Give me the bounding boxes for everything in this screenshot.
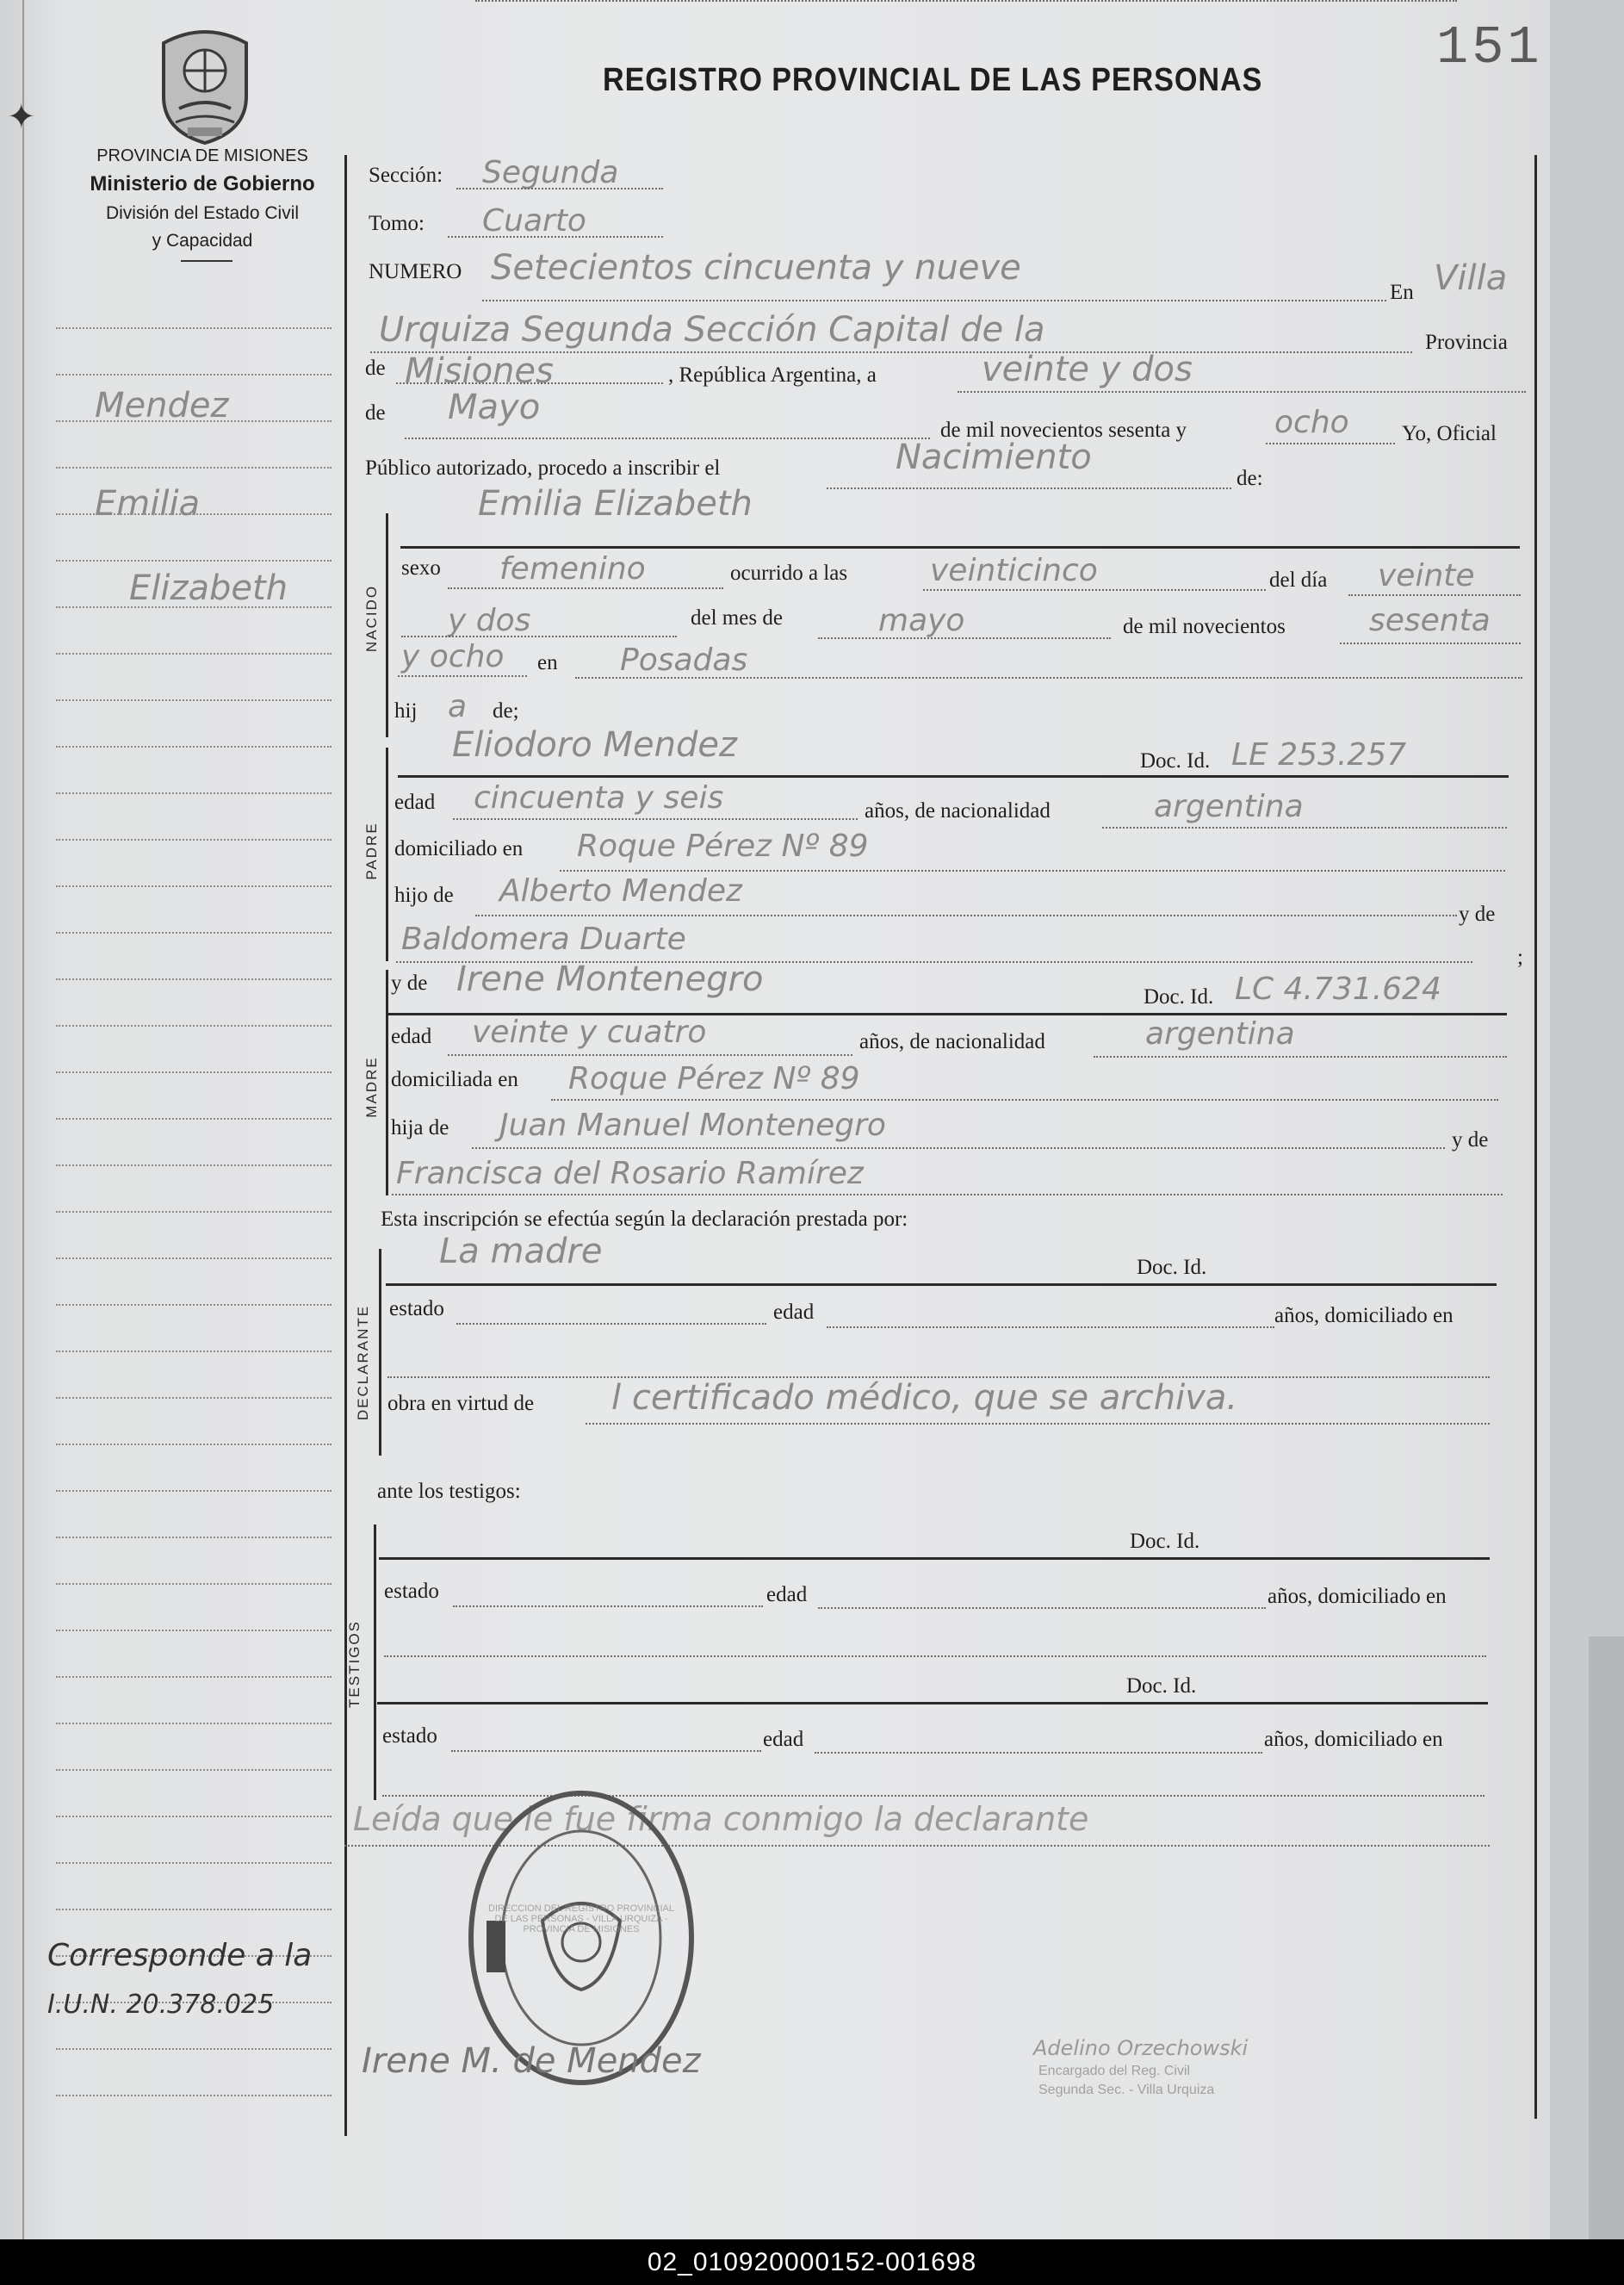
margin-ruled-line — [56, 1071, 332, 1073]
testigos-estado-label: estado — [384, 1580, 439, 1603]
nacido-anio2-value: y ocho — [401, 639, 505, 674]
sexo-value: femenino — [499, 551, 646, 587]
margin-note-name2: Elizabeth — [129, 568, 288, 608]
ministry-line2: Ministerio de Gobierno — [90, 172, 315, 196]
madre-edad-line — [448, 1054, 852, 1056]
ministry-line4: y Capacidad — [152, 231, 253, 251]
margin-ruled-line — [56, 1351, 332, 1352]
margin-ruled-line — [56, 792, 332, 794]
margin-ruled-line — [56, 653, 332, 655]
padre-yde-label: y de — [1459, 903, 1496, 926]
de-label: de — [365, 357, 386, 380]
signature: Irene M. de Mendez — [362, 2041, 701, 2081]
republica-label: , República Argentina, a — [668, 363, 877, 387]
margin-ruled-line — [56, 1630, 332, 1631]
margin-ruled-line — [56, 1816, 332, 1817]
margin-note-dni: I.U.N. 20.378.025 — [47, 1990, 275, 2020]
declarante-tag: DECLARANTE — [355, 1304, 371, 1421]
testigos-anos-label: años, domiciliado en — [1268, 1585, 1447, 1608]
page-title: REGISTRO PROVINCIAL DE LAS PERSONAS — [603, 62, 1263, 98]
nacido-name: Emilia Elizabeth — [478, 484, 753, 524]
seccion-value: Segunda — [482, 155, 619, 190]
sexo-line — [448, 587, 723, 589]
testigos-rule1 — [379, 1557, 1490, 1560]
margin-note-corresponde: Corresponde a la — [47, 1938, 313, 1973]
nacido-dia-line — [1348, 594, 1521, 596]
madre-hija-line — [472, 1147, 1445, 1149]
seccion-line — [456, 188, 663, 189]
padre-docid-value: LE 253.257 — [1231, 737, 1407, 773]
nacido-lugar-value: Posadas — [620, 643, 748, 678]
place-value: Urquiza Segunda Sección Capital de la — [379, 310, 1045, 350]
milnov-label: de mil novecientos — [1123, 615, 1286, 638]
testigos-edad2-label: edad — [763, 1728, 804, 1751]
margin-ruled-line — [56, 1676, 332, 1678]
testigos-tag: TESTIGOS — [346, 1620, 363, 1708]
nacido-anio-value: sesenta — [1369, 603, 1491, 638]
declarante-edad-line — [827, 1326, 1274, 1328]
madre-hija-value: Juan Manuel Montenegro — [499, 1108, 886, 1143]
testigos-dom-line — [384, 1655, 1486, 1657]
declarante-obra-line — [586, 1423, 1490, 1425]
yo-label: Yo, Oficial — [1402, 422, 1497, 445]
padre-dom-line — [560, 870, 1505, 872]
official-line3: Segunda Sec. - Villa Urquiza — [1038, 2083, 1215, 2097]
nacido-tag: NACIDO — [363, 584, 380, 653]
testigos-anos2-label: años, domiciliado en — [1264, 1728, 1443, 1751]
padre-docid-label: Doc. Id. — [1140, 749, 1211, 773]
madre-dom-label: domiciliada en — [391, 1068, 518, 1091]
declarante-docid-label: Doc. Id. — [1137, 1256, 1207, 1279]
nacido-dia2-line — [401, 636, 677, 637]
madre-nac-value: argentina — [1145, 1016, 1295, 1052]
numero-value: Setecientos cincuenta y nueve — [491, 248, 1021, 288]
tomo-line — [448, 236, 663, 238]
tomo-value: Cuarto — [482, 203, 586, 239]
acto-value: Nacimiento — [896, 438, 1092, 477]
margin-ruled-line — [56, 327, 332, 329]
declarante-edad-label: edad — [773, 1301, 815, 1324]
nacido-en-label: en — [537, 651, 558, 674]
closing-note: Leída que le fue firma conmigo la declarante — [353, 1800, 1089, 1838]
testigos-rule2 — [377, 1702, 1488, 1704]
padre-dom-label: domiciliado en — [394, 837, 524, 860]
publico-label: Público autorizado, procedo a inscribir el — [365, 456, 721, 480]
declarante-estado-label: estado — [389, 1297, 444, 1320]
madre-hija-label: hija de — [391, 1116, 449, 1139]
padre-name-rule — [398, 775, 1509, 778]
padre-name: Eliodoro Mendez — [452, 725, 737, 765]
margin-ruled-line — [56, 1304, 332, 1306]
de3-label: de: — [1237, 467, 1263, 490]
mes-line — [405, 438, 930, 439]
provincia-value: Misiones — [405, 351, 554, 391]
official-line1: Adelino Orzechowski — [1033, 2036, 1249, 2060]
padre-edad-label: edad — [394, 791, 436, 814]
margin-ruled-line — [56, 1769, 332, 1771]
dia-line — [958, 391, 1526, 393]
margin-ruled-line — [56, 746, 332, 748]
left-margin-rule — [344, 155, 347, 2136]
padre-hijode-label: hijo de — [394, 884, 454, 907]
mes-value: Mayo — [448, 388, 541, 427]
madre-dom-line — [551, 1099, 1498, 1101]
madre-edad-label: edad — [391, 1025, 432, 1048]
anio-line — [1266, 443, 1395, 444]
en-label: En — [1390, 281, 1414, 304]
dia-value: veinte y dos — [982, 350, 1193, 389]
margin-ruled-line — [56, 1490, 332, 1492]
margin-ruled-line — [56, 1583, 332, 1585]
margin-ruled-line — [56, 1862, 332, 1864]
padre-hijode-value: Alberto Mendez — [499, 873, 742, 909]
hora-value: veinticinco — [930, 553, 1098, 588]
declarante-name-rule — [386, 1283, 1497, 1286]
hijo-value: a — [448, 689, 468, 724]
padre-semicolon: ; — [1517, 946, 1523, 969]
declarante-obra-value: l certificado médico, que se archiva. — [611, 1378, 1238, 1418]
padre-bracket — [386, 748, 388, 961]
ocurrido-label: ocurrido a las — [730, 562, 848, 585]
testigos-bracket — [374, 1524, 376, 1800]
far-left-rule — [22, 0, 24, 2239]
padre-dom-value: Roque Pérez Nº 89 — [577, 829, 869, 864]
declarante-name: La madre — [439, 1232, 603, 1271]
coat-of-arms-icon — [153, 26, 257, 146]
official-line2: Encargado del Reg. Civil — [1038, 2064, 1191, 2078]
margin-ruled-line — [56, 1909, 332, 1910]
padre-nac-line — [1102, 827, 1507, 829]
padre-nac-value: argentina — [1154, 789, 1304, 824]
madre-anos-label: años, de nacionalidad — [859, 1030, 1045, 1053]
padre-tag: PADRE — [363, 822, 380, 880]
margin-ruled-line — [56, 560, 332, 562]
margin-ruled-line — [56, 2048, 332, 2050]
seal-text: DIRECCION DEL REGISTRO PROVINCIAL DE LAS PERSONAS - VILLA URQUIZA - PROVINCIA DE MISIONES — [488, 1903, 674, 1934]
seccion-label: Sección: — [369, 164, 443, 187]
testigos-estado2-line — [451, 1750, 761, 1752]
padre-hijode-line2 — [475, 915, 1457, 916]
madre-yde2-label: y de — [1452, 1128, 1489, 1152]
en-value: Villa — [1434, 258, 1508, 298]
delmes-label: del mes de — [691, 606, 783, 630]
padre-edad-value: cincuenta y seis — [474, 780, 724, 816]
declarante-intro: Esta inscripción se efectúa según la declaración prestada por: — [381, 1208, 908, 1231]
ministry-line3: División del Estado Civil — [105, 203, 300, 223]
margin-ruled-line — [56, 1118, 332, 1120]
tomo-label: Tomo: — [369, 212, 425, 235]
filename: 02_010920000152-001698 — [647, 2248, 977, 2276]
hora-line — [923, 589, 1266, 591]
acto-line — [827, 487, 1231, 489]
madre-madre-line — [392, 1194, 1503, 1195]
madre-nac-line — [1094, 1056, 1507, 1058]
margin-ruled-line — [56, 978, 332, 980]
nacido-dia2-value: y dos — [448, 603, 531, 638]
padre-anos-label: años, de nacionalidad — [865, 799, 1051, 823]
testigos-docid2-label: Doc. Id. — [1126, 1674, 1197, 1698]
margin-ruled-line — [56, 1397, 332, 1399]
padre-madre-value: Baldomera Duarte — [401, 922, 686, 957]
testigos-edad2-line — [815, 1752, 1262, 1754]
declarante-estado-line — [456, 1323, 766, 1325]
margin-ruled-line — [56, 1211, 332, 1213]
nacido-name-rule — [400, 546, 1520, 549]
madre-docid-label: Doc. Id. — [1144, 985, 1214, 1009]
madre-docid-value: LC 4.731.624 — [1235, 972, 1441, 1007]
nacido-mes-line — [818, 637, 1111, 639]
nacido-mes-value: mayo — [878, 603, 965, 638]
margin-ruled-line — [56, 885, 332, 887]
madre-yde-label: y de — [391, 972, 428, 995]
madre-bracket — [386, 970, 388, 1195]
nacido-anio2-line — [398, 675, 527, 677]
margin-note-surname: Mendez — [95, 386, 229, 425]
nacido-bracket — [386, 513, 388, 737]
ministry-line1: PROVINCIA DE MISIONES — [96, 146, 308, 165]
margin-ruled-line — [56, 1444, 332, 1445]
padre-edad-line — [453, 818, 858, 820]
margin-ruled-line — [56, 839, 332, 841]
filename-bar — [0, 2239, 1624, 2285]
de2-label: de — [365, 401, 386, 425]
testigos-edad-label: edad — [766, 1583, 808, 1606]
deldia-label: del día — [1269, 568, 1328, 592]
declarante-anos-label: años, domiciliado en — [1274, 1304, 1454, 1327]
margin-ruled-line — [56, 932, 332, 934]
margin-star-mark: ✦ — [7, 97, 36, 136]
testigos-edad-line — [818, 1607, 1266, 1609]
margin-note-name1: Emilia — [95, 484, 201, 524]
madre-dom-value: Roque Pérez Nº 89 — [568, 1061, 860, 1096]
nacido-lugar-line — [575, 677, 1522, 679]
header-underline — [181, 260, 232, 262]
sexo-label: sexo — [401, 556, 441, 580]
anio-value: ocho — [1274, 405, 1349, 440]
margin-ruled-line — [56, 2095, 332, 2096]
hijo-label: hij — [394, 699, 418, 723]
mil-label: de mil novecientos sesenta y — [940, 419, 1187, 442]
madre-madre-value: Francisca del Rosario Ramírez — [396, 1156, 864, 1191]
nacido-anio-line — [1340, 643, 1521, 644]
madre-edad-value: veinte y cuatro — [472, 1015, 707, 1050]
nacido-de-label: de; — [493, 699, 519, 723]
provincia-line — [396, 382, 663, 384]
madre-tag: MADRE — [363, 1056, 380, 1118]
madre-name: Irene Montenegro — [456, 959, 764, 999]
declarante-obra-label: obra en virtud de — [387, 1392, 535, 1415]
margin-ruled-line — [56, 1164, 332, 1166]
nacido-dia-value: veinte — [1378, 558, 1475, 593]
margin-ruled-line — [56, 374, 332, 376]
numero-line — [482, 300, 1386, 301]
right-margin-rule — [1534, 155, 1537, 2119]
testigos-docid-label: Doc. Id. — [1130, 1530, 1200, 1553]
margin-ruled-line — [56, 467, 332, 469]
provincia-label: Provincia — [1425, 331, 1508, 354]
testigos-estado-line — [453, 1605, 763, 1607]
page-edge-shadow — [1589, 1636, 1624, 2239]
testigos-estado2-label: estado — [382, 1724, 437, 1748]
margin-ruled-line — [56, 1723, 332, 1724]
numero-label: NUMERO — [369, 260, 462, 283]
page-number: 151 — [1436, 17, 1543, 78]
padre-hijode-line — [475, 0, 1457, 2]
margin-ruled-line — [56, 699, 332, 701]
margin-ruled-line — [56, 1257, 332, 1259]
testigos-intro: ante los testigos: — [377, 1480, 521, 1503]
margin-ruled-line — [56, 1025, 332, 1027]
declarante-bracket — [379, 1249, 381, 1456]
margin-ruled-line — [56, 1537, 332, 1538]
